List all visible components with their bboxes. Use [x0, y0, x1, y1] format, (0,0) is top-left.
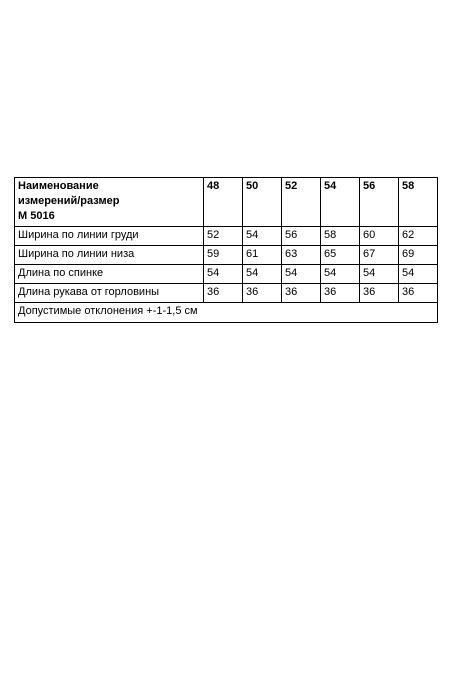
measurement-value: 60: [360, 227, 399, 246]
measurement-value: 63: [282, 246, 321, 265]
table-row: [15, 284, 438, 303]
measurement-value: 61: [243, 246, 282, 265]
size-header-cell: 52: [282, 178, 321, 227]
measurement-value: 54: [282, 265, 321, 284]
size-header-cell: 56: [360, 178, 399, 227]
size-header-cell: 58: [399, 178, 438, 227]
measurement-value: 54: [243, 265, 282, 284]
size-chart-table: [14, 177, 438, 323]
size-header-cell: 54: [321, 178, 360, 227]
measurement-value: 62: [399, 227, 438, 246]
size-header-cell: 50: [243, 178, 282, 227]
measurement-label: Ширина по линии груди: [15, 227, 204, 246]
measurement-value: 36: [321, 284, 360, 303]
measurement-value: 52: [204, 227, 243, 246]
measurement-value: 59: [204, 246, 243, 265]
measurement-value: 54: [360, 265, 399, 284]
table-row: [15, 227, 438, 246]
table-row: [15, 246, 438, 265]
size-header-cell: 48: [204, 178, 243, 227]
measurement-value: 54: [243, 227, 282, 246]
measurement-value: 67: [360, 246, 399, 265]
measurement-value: 36: [360, 284, 399, 303]
header-label-line: Наименование: [18, 180, 99, 192]
measurement-value: 56: [282, 227, 321, 246]
measurement-value: 36: [399, 284, 438, 303]
measurement-value: 69: [399, 246, 438, 265]
measurement-value: 65: [321, 246, 360, 265]
measurement-value: 54: [321, 265, 360, 284]
measurement-label: Ширина по линии низа: [15, 246, 204, 265]
measurement-label: Длина по спинке: [15, 265, 204, 284]
measurement-value: 36: [204, 284, 243, 303]
measurement-value: 54: [399, 265, 438, 284]
measurement-label: Длина рукава от горловины: [15, 284, 204, 303]
table-header-row: [15, 178, 438, 227]
tolerance-note: Допустимые отклонения +-1-1,5 см: [15, 303, 438, 323]
measurement-value: 36: [282, 284, 321, 303]
header-label-line: М 5016: [18, 210, 55, 222]
tolerance-note-row: [15, 303, 438, 323]
header-label-cell: [15, 178, 204, 227]
table-row: [15, 265, 438, 284]
measurement-value: 54: [204, 265, 243, 284]
header-label-line: измерений/размер: [18, 195, 120, 207]
measurement-value: 36: [243, 284, 282, 303]
measurement-value: 58: [321, 227, 360, 246]
